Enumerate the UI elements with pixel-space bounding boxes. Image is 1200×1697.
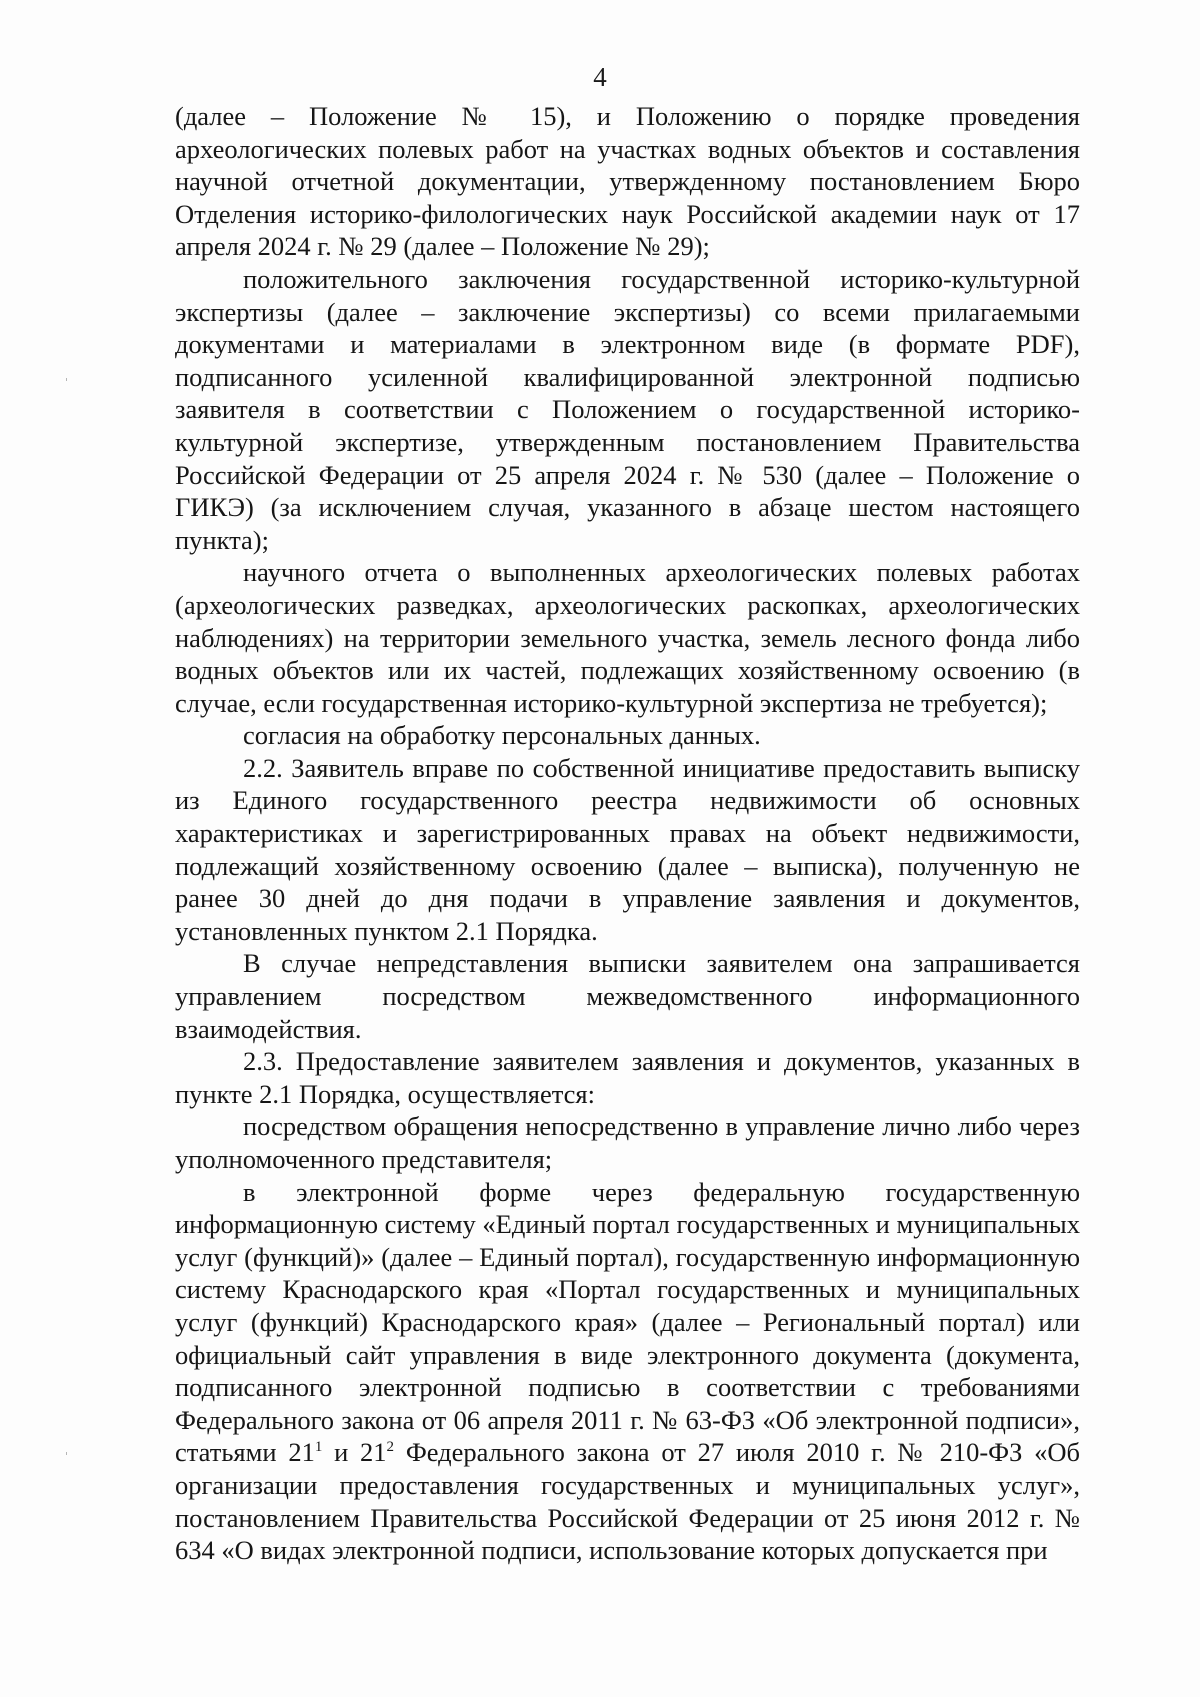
scan-margin-mark: [66, 378, 67, 381]
paragraph-scientific-report: научного отчета о выполненных археологических полевых работах (археологических разведках, археологических раскопках, археологических наблюдениях) на территории земельного участка, земель лесного фонда либо водных объектов или их частей, подлежащих хозяйственному освоению (в случае, если государственная историко-культурной экспертиза не требуется);: [175, 557, 1080, 718]
paragraph-clause-2-2: 2.2. Заявитель вправе по собственной инициативе предоставить выписку из Единого государственного реестра недвижимости об основных характеристиках и зарегистрированных правах на объект недвижимости, подлежащий хозяйственному освоению (далее – выписка), полученную не ранее 30 дней до дня подачи в управление заявления и документов, установленных пунктом 2.1 Порядка.: [175, 752, 1080, 946]
paragraph-personal-data-consent: согласия на обработку персональных данных.: [243, 720, 761, 751]
electronic-submission-text-2: и 21: [322, 1437, 387, 1468]
paragraph-in-person-submission: посредством обращения непосредственно в управление лично либо через уполномоченного представителя;: [175, 1111, 1080, 1174]
page-number: 4: [593, 62, 607, 92]
scan-margin-mark: [66, 1452, 67, 1455]
superscript-2: 2: [386, 1439, 395, 1456]
superscript-1: 1: [314, 1439, 323, 1456]
electronic-submission-text-3: Федерального закона от 27 июля 2010 г. № 210-ФЗ «Об организации предоставления государственных и муниципальных услуг», постановлением Правительства Российской Федерации от 25 июня 2012 г. № 634 «О видах электронной подписи, использование которых допускается при: [175, 1437, 1080, 1566]
paragraph-clause-2-3: 2.3. Предоставление заявителем заявления и документов, указанных в пункте 2.1 Порядка, осуществляется:: [175, 1046, 1080, 1109]
electronic-submission-text-1: в электронной форме через федеральную государственную информационную систему «Единый портал государственных и муниципальных услуг (функций)» (далее – Единый портал), государственную информационную систему Краснодарского края «Портал государственных и муниципальных услуг (функций) Краснодарского края» (далее – Региональный портал) или официальный сайт управления в виде электронного документа (документа, подписанного электронной подписью в соответствии с требованиями Федерального закона от 06 апреля 2011 г. № 63-ФЗ «Об электронной подписи», статьями 21: [175, 1176, 1080, 1468]
paragraph-expertise-conclusion: положительного заключения государственной историко-культурной экспертизы (далее – заключение экспертизы) со всеми прилагаемыми документами и материалами в электронном виде (в формате PDF), подписанного усиленной квалифицированной электронной подписью заявителя в соответствии с Положением о государственной историко-культурной экспертизе, утвержденным постановлением Правительства Российской Федерации от 25 апреля 2024 г. № 530 (далее – Положение о ГИКЭ) (за исключением случая, указанного в абзаце шестом настоящего пункта);: [175, 263, 1080, 555]
paragraph-extract-request: В случае непредставления выписки заявителем она запрашивается управлением посредством межведомственного информационного взаимодействия.: [175, 948, 1080, 1044]
document-body: [175, 100, 1080, 1567]
paragraph-continuation: (далее – Положение № 15), и Положению о порядке проведения археологических полевых работ на участках водных объектов и составления научной отчетной документации, утвержденному постановлением Бюро Отделения историко-филологических наук Российской академии наук от 17 апреля 2024 г. № 29 (далее – Положение № 29);: [175, 101, 1080, 262]
paragraph-electronic-submission: [175, 1176, 1080, 1567]
